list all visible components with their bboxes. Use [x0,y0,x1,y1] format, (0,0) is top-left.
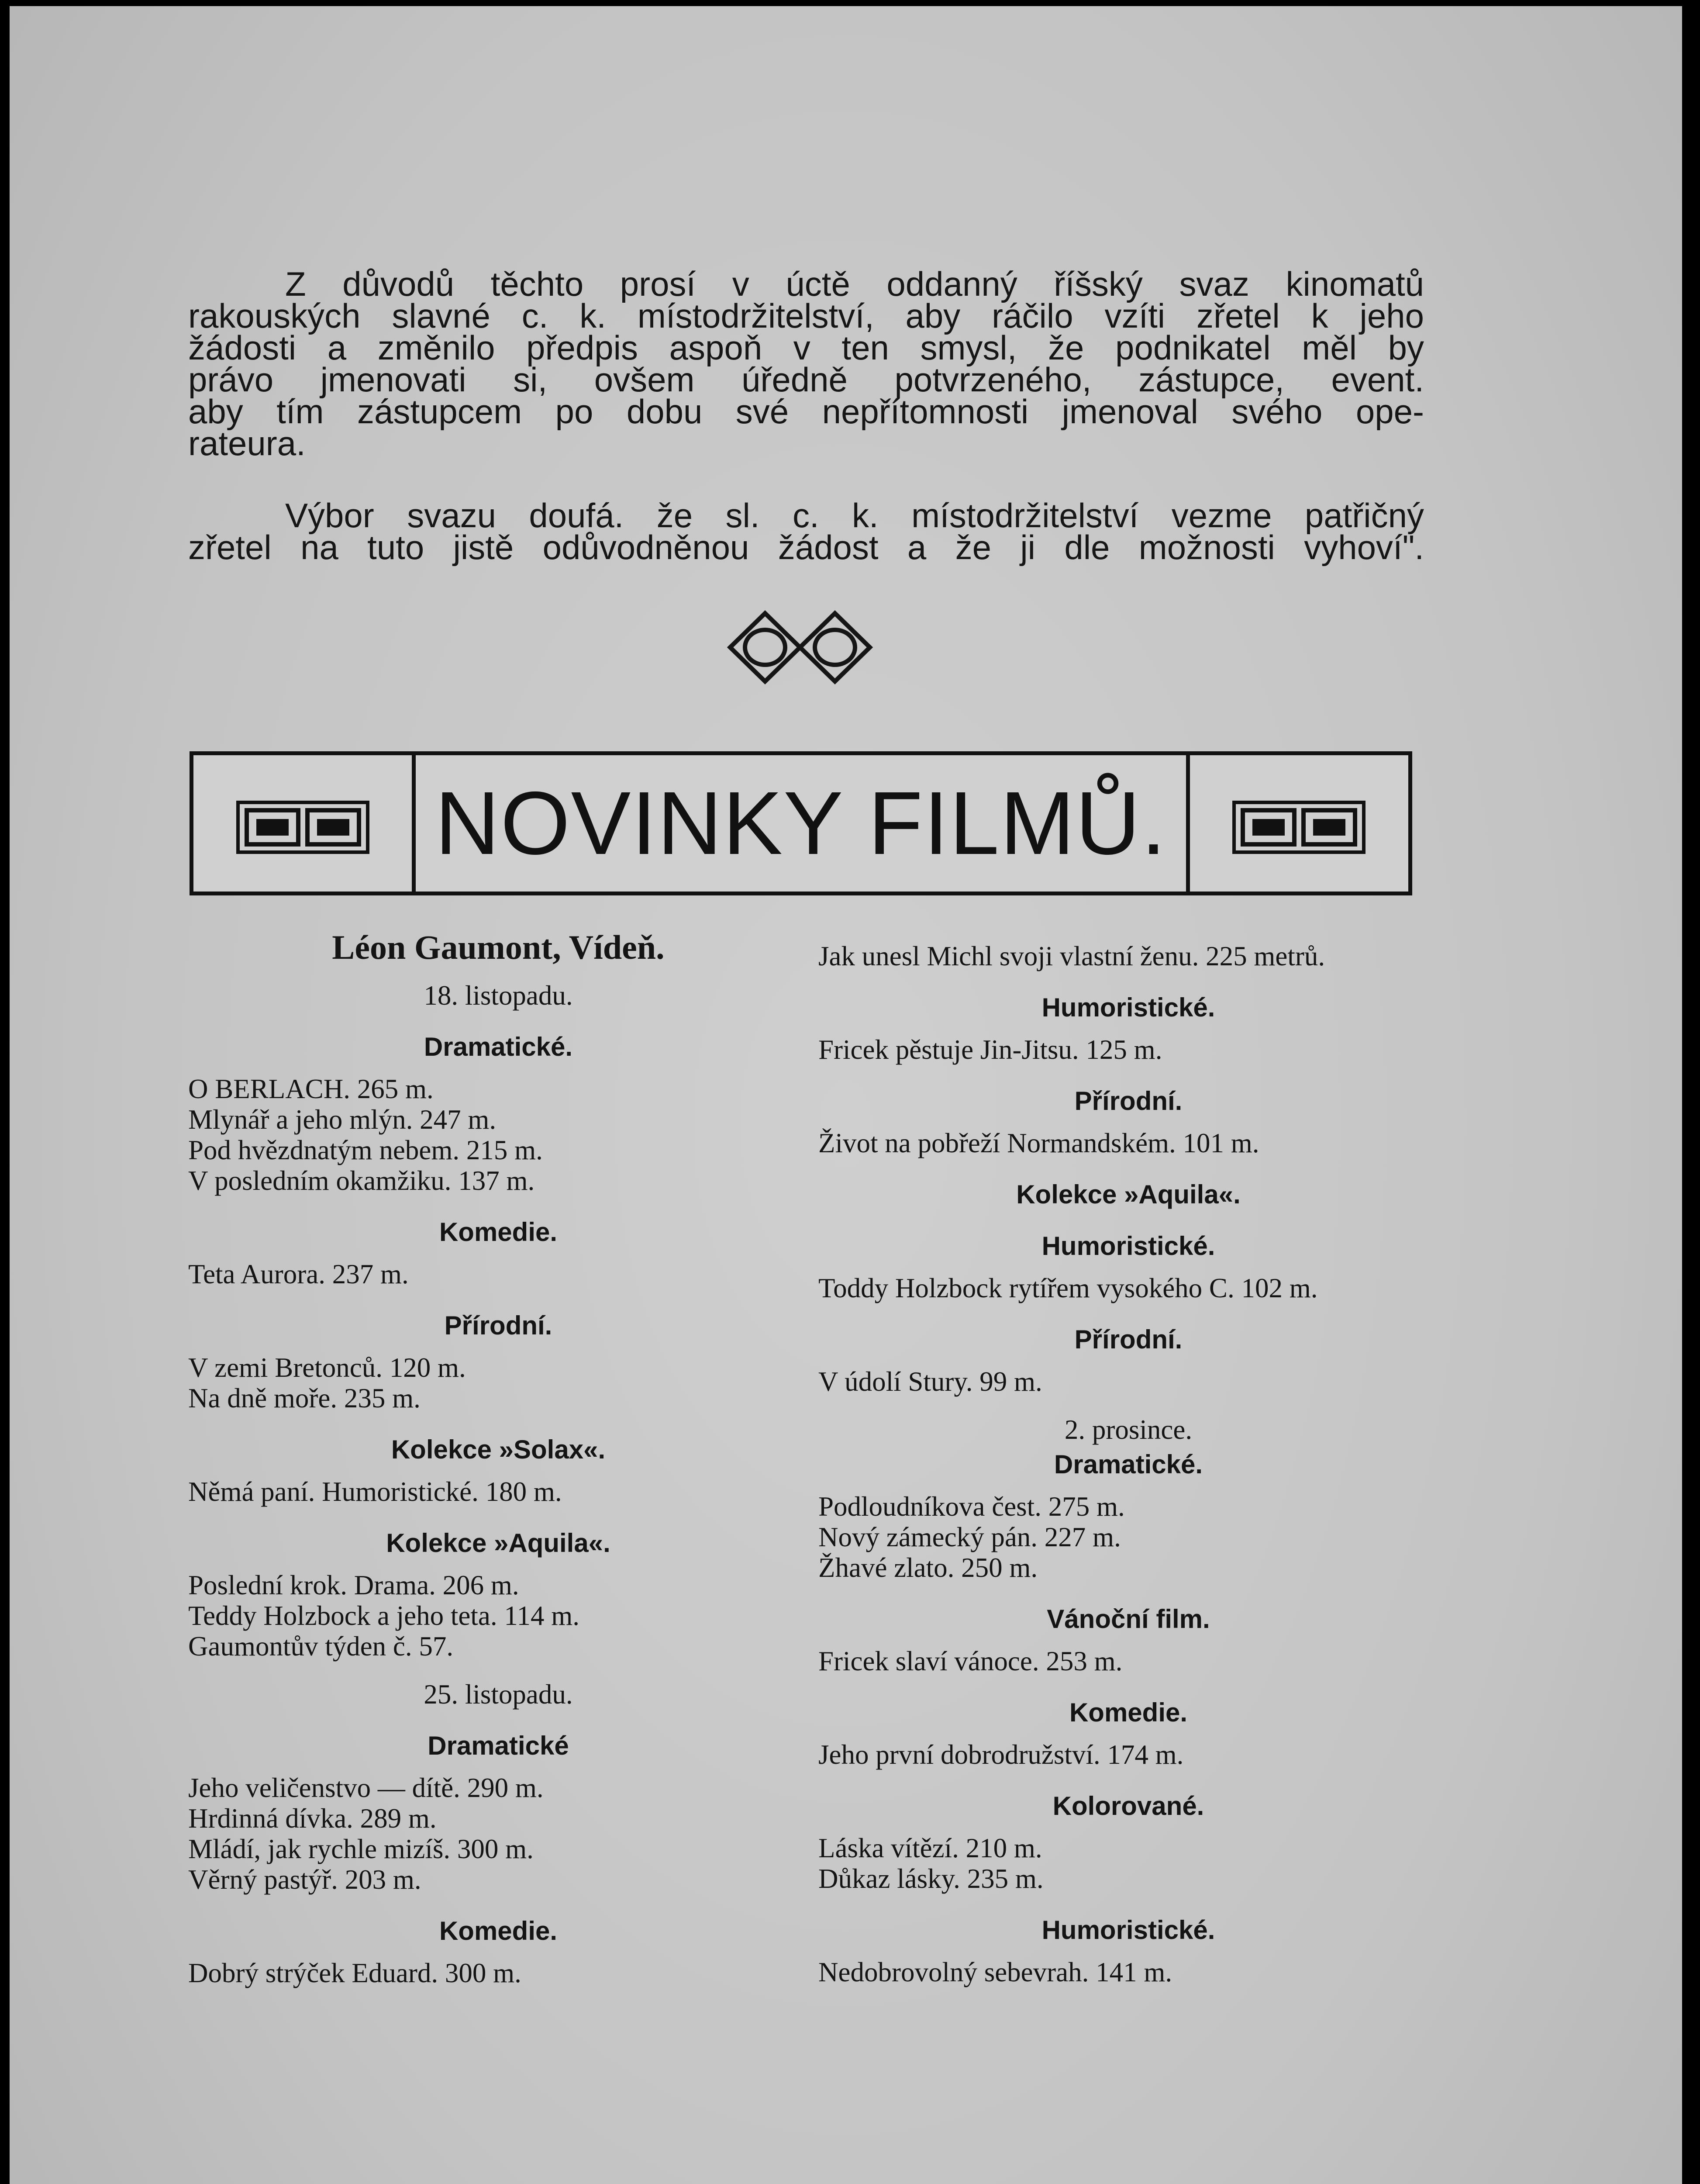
category-heading: Kolekce »Aquila«. [1016,1180,1241,1209]
film-entry: Toddy Holzbock rytířem vysokého C. 102 m. [818,1273,1318,1303]
film-entry: O BERLACH. 265 m. [188,1074,434,1104]
film-entry: Na dně moře. 235 m. [188,1383,421,1413]
film-entry: Pod hvězdnatým nebem. 215 m. [188,1135,543,1165]
text-line: právo jmenovati si, ovšem úředně potvrzeného, zástupce, event. [188,360,1424,399]
film-entry: Gaumontův týden č. 57. [188,1631,454,1662]
double-diamond-ornament-icon [726,608,874,687]
category-heading: Dramatické. [1054,1450,1203,1479]
category-heading: Humoristické. [1041,1915,1215,1945]
film-entry: Jeho první dobrodružství. 174 m. [818,1739,1184,1770]
company-heading: Léon Gaumont, Vídeň. [332,928,665,966]
right-column [818,941,1438,1987]
section-title: NOVINKY FILMŮ. [435,773,1167,873]
date-heading: 2. prosince. [1064,1414,1193,1445]
film-entry: Nový zámecký pán. 227 m. [818,1522,1121,1552]
film-frame-icon [1232,801,1366,854]
intro-paragraph-2 [188,496,1424,567]
category-heading: Vánoční film. [1047,1604,1210,1634]
category-heading: Humoristické. [1041,1231,1215,1261]
film-entry: Fricek slaví vánoce. 253 m. [818,1646,1123,1676]
film-entry: Mládí, jak rychle mizíš. 300 m. [188,1834,534,1864]
category-heading: Humoristické. [1041,993,1215,1022]
film-entry: Jeho veličenstvo — dítě. 290 m. [188,1773,544,1803]
film-entry: Němá paní. Humoristické. 180 m. [188,1476,562,1507]
text-line: Z důvodů těchto prosí v úctě oddanný říšský svaz kinomatů [285,265,1424,303]
banner-divider [412,755,416,892]
category-heading: Komedie. [1069,1698,1188,1727]
date-heading: 25. listopadu. [424,1679,573,1710]
category-heading: Kolekce »Solax«. [391,1435,606,1464]
text-line: žádosti a změnilo předpis aspoň v ten smysl, že podnikatel měl by [188,328,1424,367]
film-entry: Nedobrovolný sebevrah. 141 m. [818,1957,1172,1987]
category-heading: Komedie. [439,1217,558,1247]
film-entry: Teddy Holzbock a jeho teta. 114 m. [188,1600,579,1631]
film-entry: Teta Aurora. 237 m. [188,1259,409,1289]
category-heading: Přírodní. [1074,1325,1183,1354]
category-heading: Dramatické [428,1731,569,1760]
text-line: aby tím zástupcem po dobu své nepřítomnosti jmenoval svého ope- [188,392,1424,431]
film-entry: V údolí Stury. 99 m. [818,1366,1042,1397]
category-heading: Komedie. [439,1916,558,1946]
date-heading: 18. listopadu. [424,980,573,1011]
text-line: rateura. [188,424,306,463]
film-entry: Věrný pastýř. 203 m. [188,1864,421,1895]
film-entry: V zemi Bretonců. 120 m. [188,1352,466,1383]
left-column [188,928,808,1988]
film-entry: Láska vítězí. 210 m. [818,1833,1042,1863]
film-entry: Mlynář a jeho mlýn. 247 m. [188,1104,497,1135]
category-heading: Přírodní. [444,1311,552,1340]
category-heading: Kolekce »Aquila«. [386,1528,610,1558]
intro-paragraph-1 [188,265,1424,463]
film-entry: Hrdinná dívka. 289 m. [188,1803,437,1834]
film-entry: Fricek pěstuje Jin-Jitsu. 125 m. [818,1034,1162,1065]
banner-divider [1186,755,1190,892]
film-entry: Důkaz lásky. 235 m. [818,1863,1044,1894]
film-entry: Dobrý strýček Eduard. 300 m. [188,1958,521,1988]
film-entry: V posledním okamžiku. 137 m. [188,1165,535,1196]
category-heading: Kolorované. [1052,1791,1204,1821]
film-entry: Poslední krok. Drama. 206 m. [188,1570,519,1600]
category-heading: Přírodní. [1074,1086,1183,1116]
category-heading: Dramatické. [424,1032,573,1061]
film-entry: Podloudníkova čest. 275 m. [818,1491,1125,1522]
text-line: rakouských slavné c. k. místodržitelství, aby ráčilo vzíti zřetel k jeho [188,297,1424,335]
text-line: zřetel na tuto jistě odůvodněnou žádost a že ji dle možnosti vyhoví". [188,528,1424,567]
section-banner [190,751,1412,895]
text-line: Výbor svazu doufá. že sl. c. k. místodržitelství vezme patřičný [285,496,1424,535]
document-page [10,6,1682,2184]
film-frame-icon [236,801,369,854]
film-entry: Život na pobřeží Normandském. 101 m. [818,1128,1259,1158]
film-entry: Jak unesl Michl svoji vlastní ženu. 225 metrů. [818,941,1325,971]
film-entry: Žhavé zlato. 250 m. [818,1552,1038,1583]
